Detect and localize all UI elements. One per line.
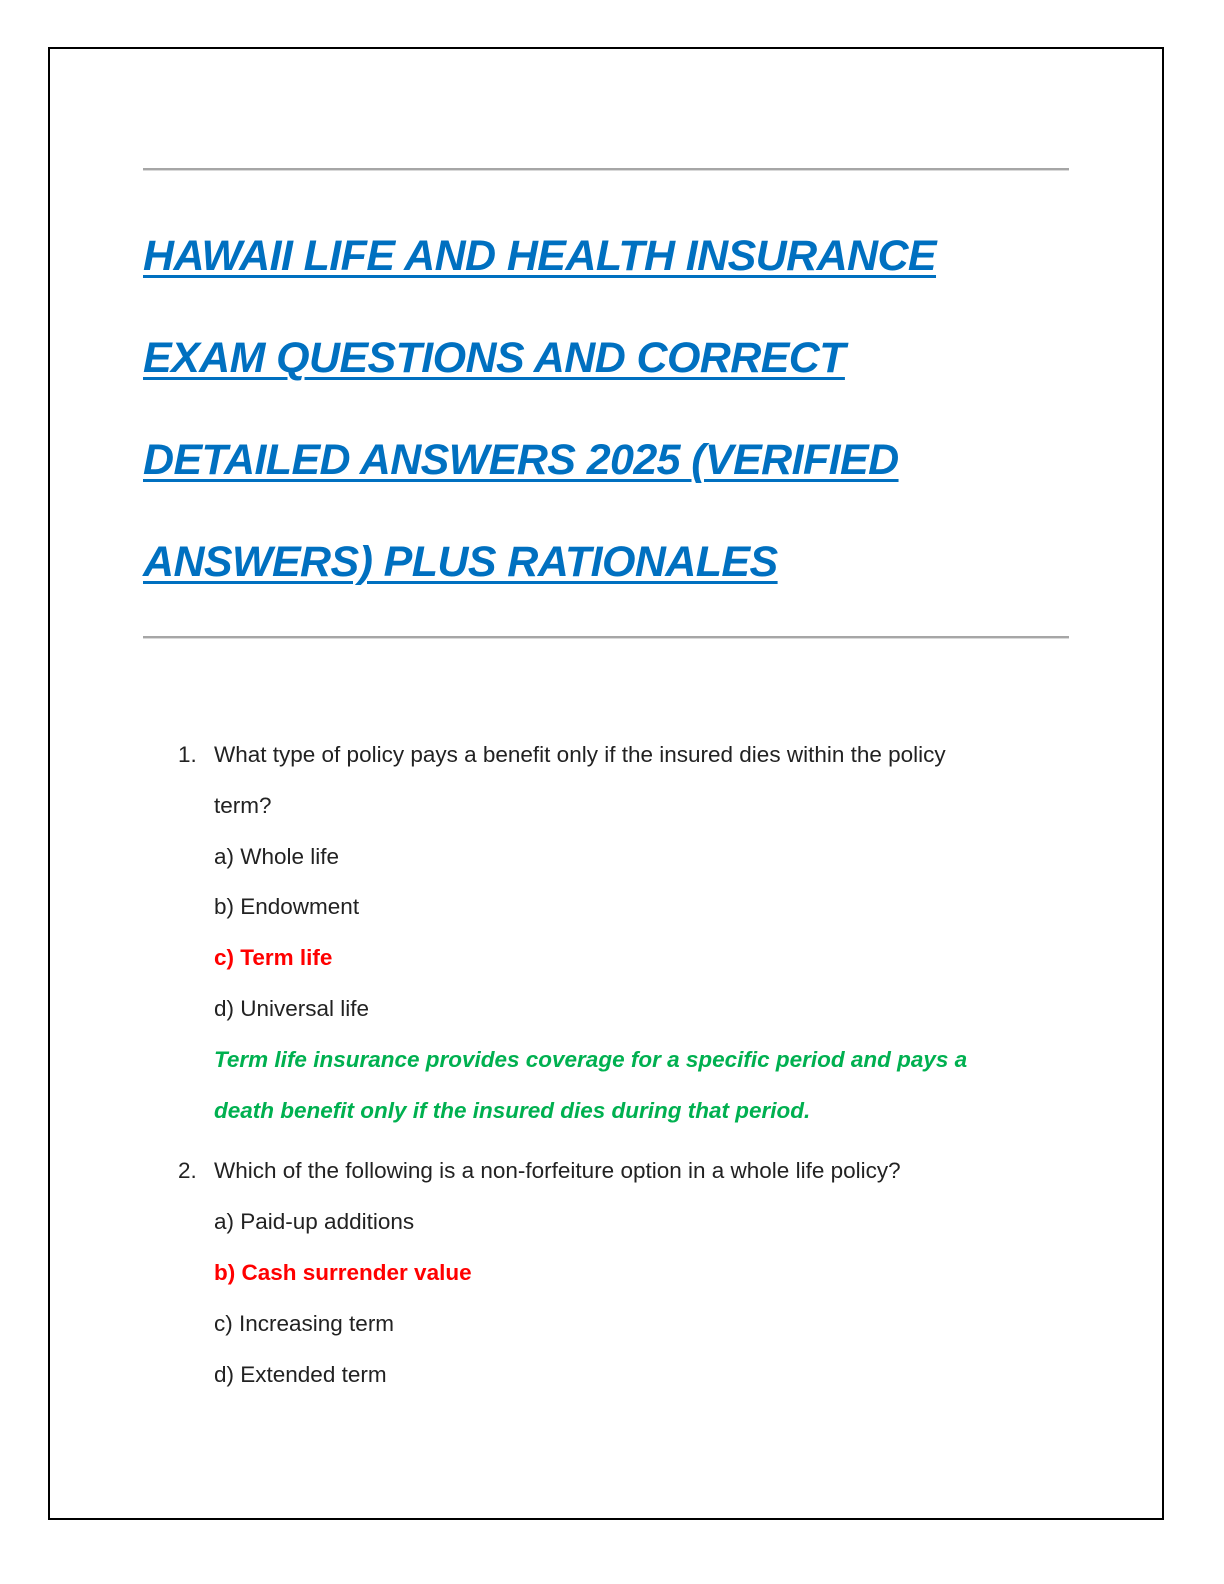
- answer-option-a: a) Paid-up additions: [214, 1209, 415, 1235]
- answer-option-b: b) Endowment: [214, 894, 360, 920]
- answer-option-c: c) Increasing term: [214, 1310, 395, 1336]
- question-number: 2.: [178, 1158, 197, 1184]
- question-item-1: [178, 730, 1078, 1136]
- answer-option-a: a) Whole life: [214, 843, 340, 869]
- answer-option-d: d) Extended term: [214, 1361, 387, 1387]
- answer-option-d: d) Universal life: [214, 995, 370, 1021]
- question-item-2: [178, 1146, 1078, 1400]
- bottom-horizontal-rule: [143, 636, 1069, 638]
- question-list: [178, 730, 1078, 1400]
- title-line: DETAILED ANSWERS 2025 (VERIFIED: [143, 436, 899, 484]
- question-number: 1.: [178, 742, 197, 767]
- question-text-line: term?: [214, 792, 272, 818]
- document-title: [143, 205, 1103, 613]
- title-line: ANSWERS) PLUS RATIONALES: [143, 538, 778, 586]
- rationale-line: Term life insurance provides coverage for a specific period and pays a: [214, 1046, 968, 1072]
- correct-answer-option-b: b) Cash surrender value: [214, 1259, 472, 1285]
- top-horizontal-rule: [143, 168, 1069, 170]
- rationale-line: death benefit only if the insured dies during that period.: [214, 1097, 811, 1123]
- correct-answer-option-c: c) Term life: [214, 945, 333, 971]
- title-line: EXAM QUESTIONS AND CORRECT: [143, 334, 845, 382]
- question-text-line: Which of the following is a non-forfeiture option in a whole life policy?: [214, 1158, 901, 1184]
- title-line: HAWAII LIFE AND HEALTH INSURANCE: [143, 232, 937, 280]
- question-text-line: What type of policy pays a benefit only if the insured dies within the policy: [214, 742, 946, 767]
